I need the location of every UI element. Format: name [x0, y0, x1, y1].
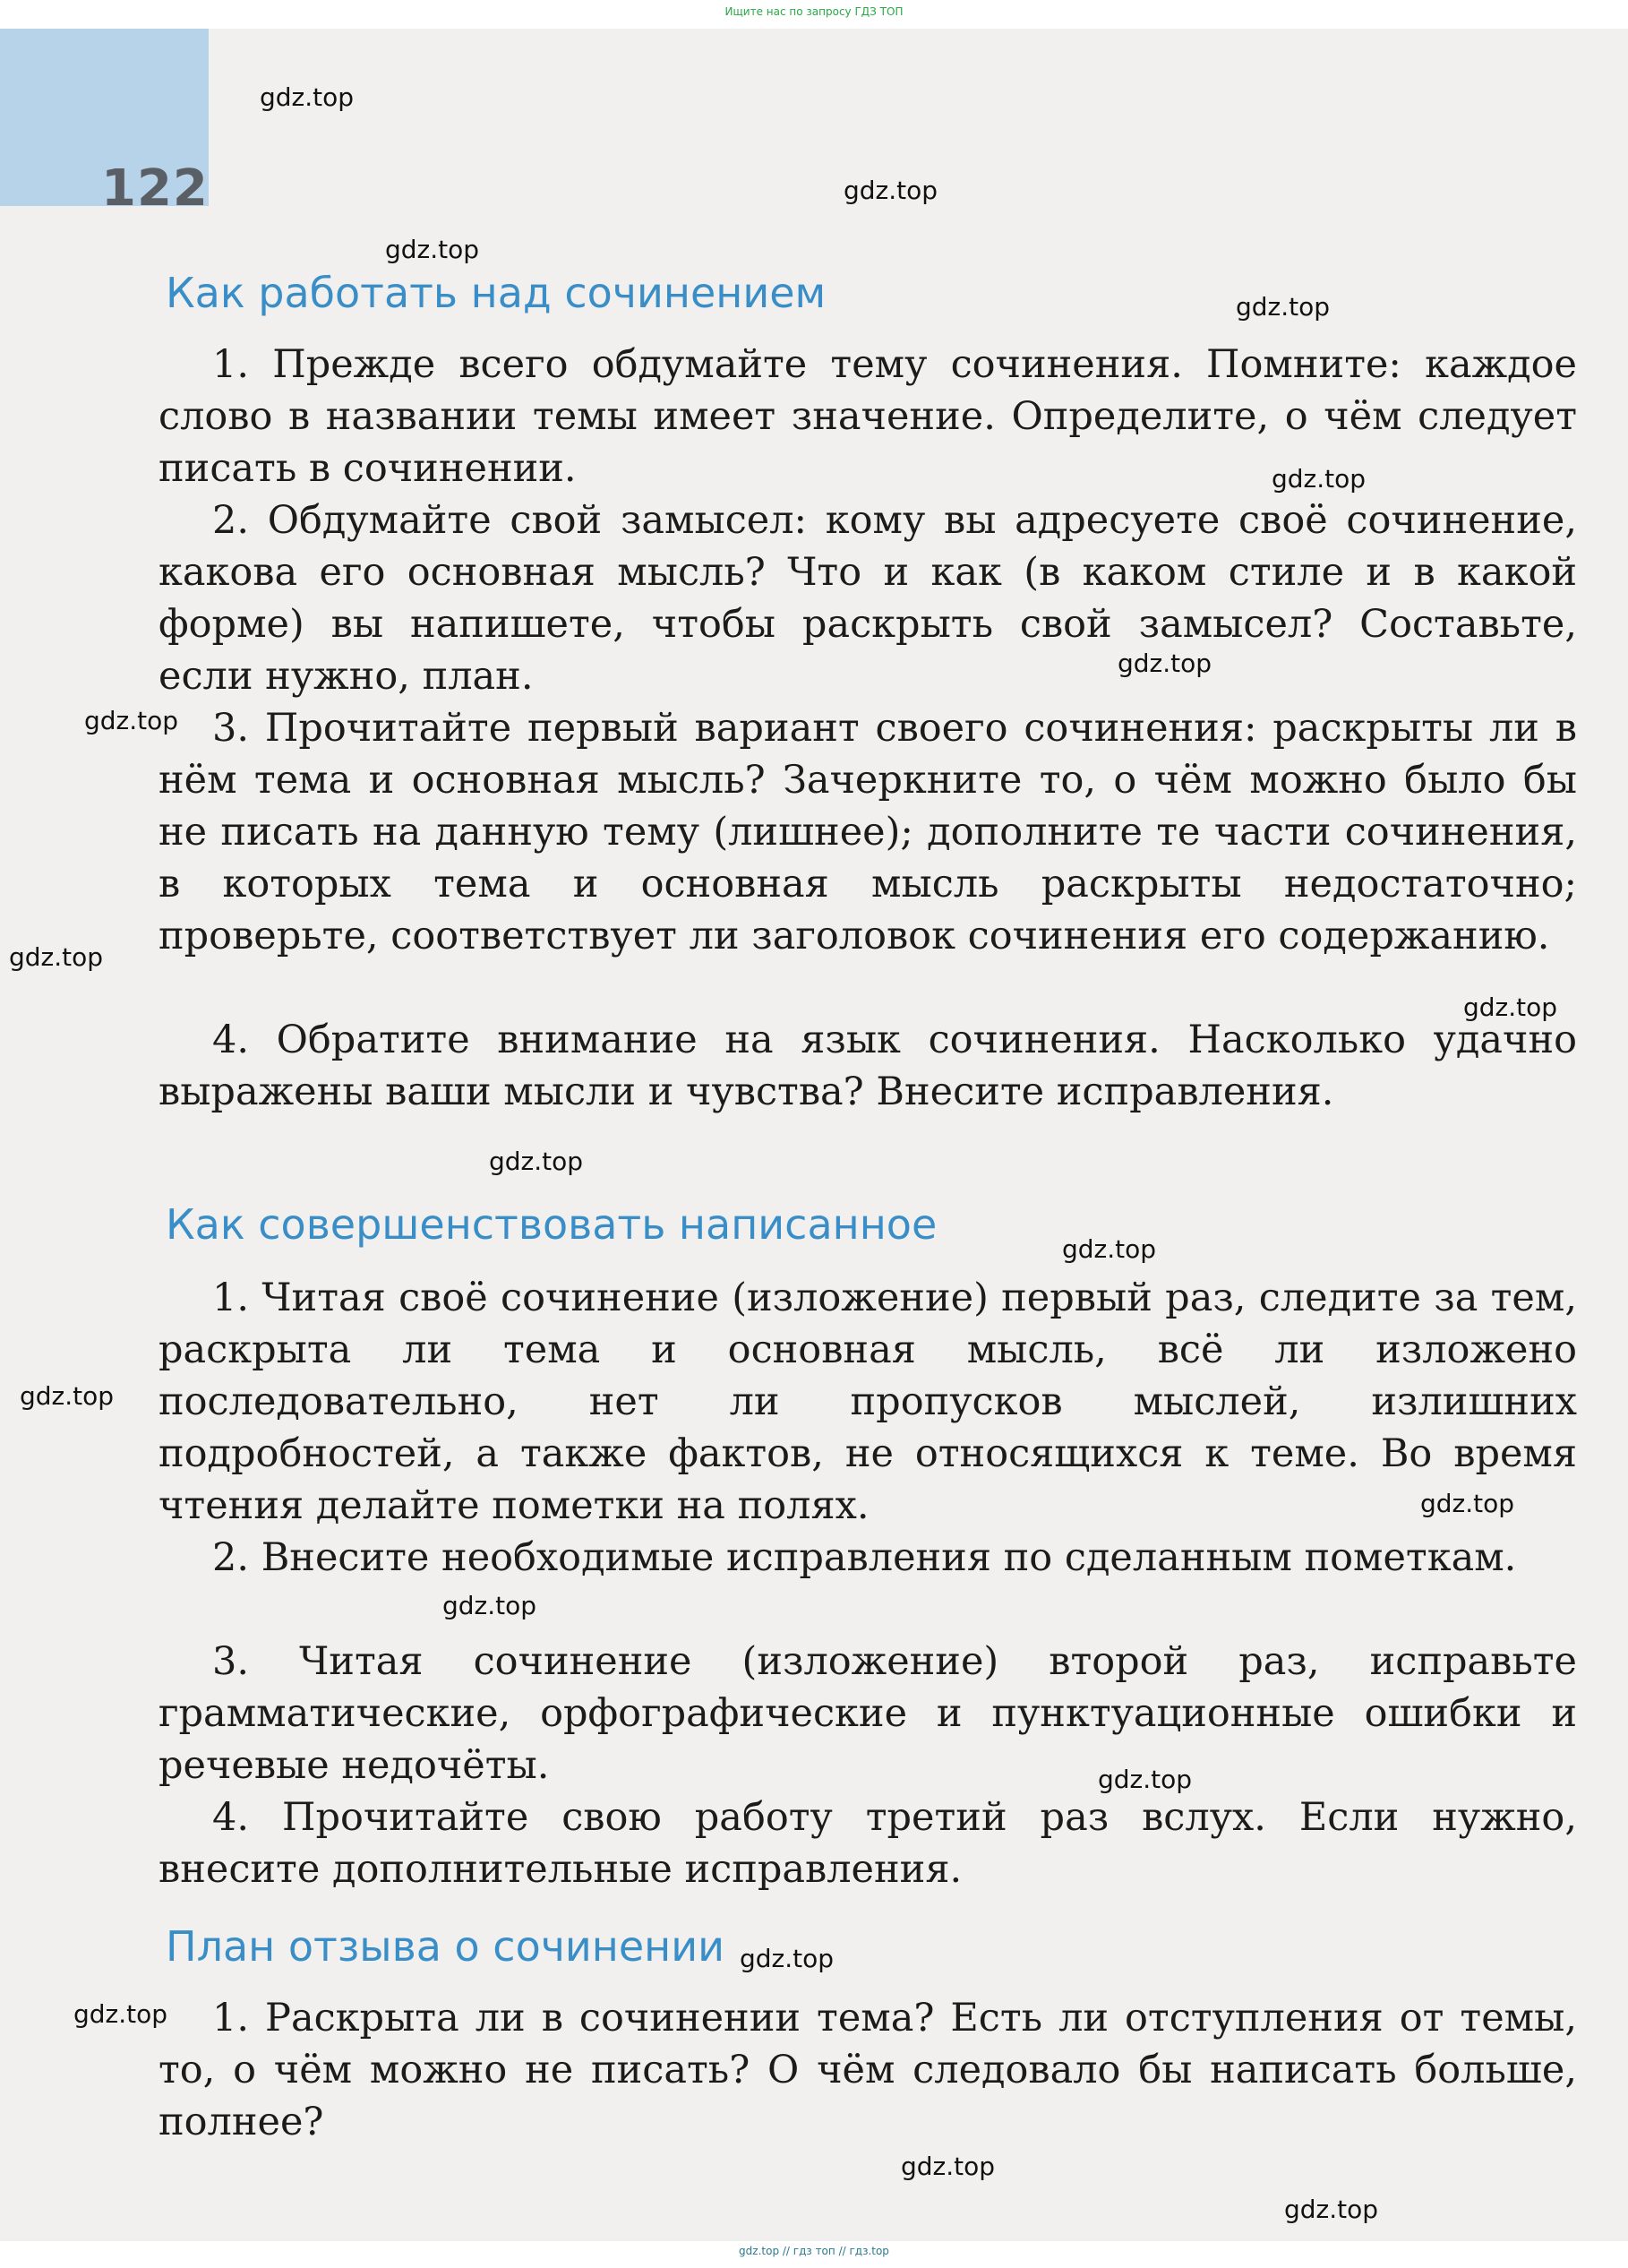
watermark: gdz.top [1463, 992, 1558, 1022]
section-heading-improving: Как совершенствовать написанное [166, 1200, 938, 1249]
watermark: gdz.top [1118, 649, 1212, 678]
paragraph: 1. Прежде всего обдумайте тему сочинения. Помните: каждое слово в названии темы имеет значение. Определите, о чём следует писать в сочинении. [159, 342, 1577, 491]
watermark: gdz.top [20, 1381, 115, 1411]
paragraph: 4. Прочитайте свою работу третий раз вслух. Если нужно, внесите дополнительные исправления. [159, 1795, 1577, 1892]
watermark: gdz.top [385, 235, 480, 264]
section-heading-review: План отзыва о сочинении [166, 1922, 725, 1971]
watermark: gdz.top [442, 1591, 537, 1620]
paragraph: 4. Обратите внимание на язык сочинения. Насколько удачно выражены ваши мысли и чувства? Внесите исправления. [159, 1018, 1577, 1114]
watermark: gdz.top [1062, 1234, 1157, 1264]
watermark: gdz.top [740, 1944, 835, 1973]
watermark: gdz.top [73, 1999, 168, 2029]
watermark: gdz.top [9, 942, 104, 972]
watermark: gdz.top [489, 1147, 584, 1176]
watermark: gdz.top [1420, 1489, 1515, 1518]
paragraph: 1. Читая своё сочинение (изложение) первый раз, следите за тем, раскрыта ли тема и основная мысль, всё ли изложено последовательно, нет ли пропусков мыслей, излишних подробностей, а также фактов, не относящихся к теме. Во время чтения делайте пометки на полях. [159, 1276, 1577, 1528]
watermark: gdz.top [1236, 292, 1331, 322]
bottom-banner-note: gdz.top // гдз топ // гдз.top [739, 2245, 889, 2257]
top-banner-note: Ищите нас по запросу ГДЗ ТОП [724, 5, 904, 18]
paragraph: 1. Раскрыта ли в сочинении тема? Есть ли отступления от темы, то, о чём можно не писать? О чём следовало бы написать больше, полнее? [159, 1996, 1577, 2144]
section-heading-writing: Как работать над сочинением [166, 269, 827, 317]
paragraph: 2. Внесите необходимые исправления по сделанным пометкам. [212, 1535, 1517, 1580]
watermark: gdz.top [260, 82, 355, 112]
watermark: gdz.top [1098, 1765, 1193, 1794]
watermark: gdz.top [844, 176, 938, 205]
paragraph: 2. Обдумайте свой замысел: кому вы адресуете своё сочинение, какова его основная мысль? Что и как (в каком стиле и в какой форме) вы напишете, чтобы раскрыть свой замысел? Составьте, если нужно, план. [159, 498, 1577, 699]
watermark: gdz.top [1272, 464, 1367, 494]
paragraph: 3. Читая сочинение (изложение) второй раз, исправьте грамматические, орфографические и пунктуационные ошибки и речевые недочёты. [159, 1639, 1577, 1788]
watermark: gdz.top [901, 2152, 996, 2181]
page-number: 122 [101, 159, 209, 218]
watermark: gdz.top [1284, 2195, 1379, 2224]
paragraph: 3. Прочитайте первый вариант своего сочинения: раскрыты ли в нём тема и основная мысль? Зачеркните то, о чём можно было бы не писать на данную тему (лишнее); дополните те части сочинения, в которых тема и основная мысль раскрыты недостаточно; проверьте, соответствует ли заголовок сочинения его содержанию. [159, 706, 1577, 958]
watermark: gdz.top [84, 706, 179, 735]
